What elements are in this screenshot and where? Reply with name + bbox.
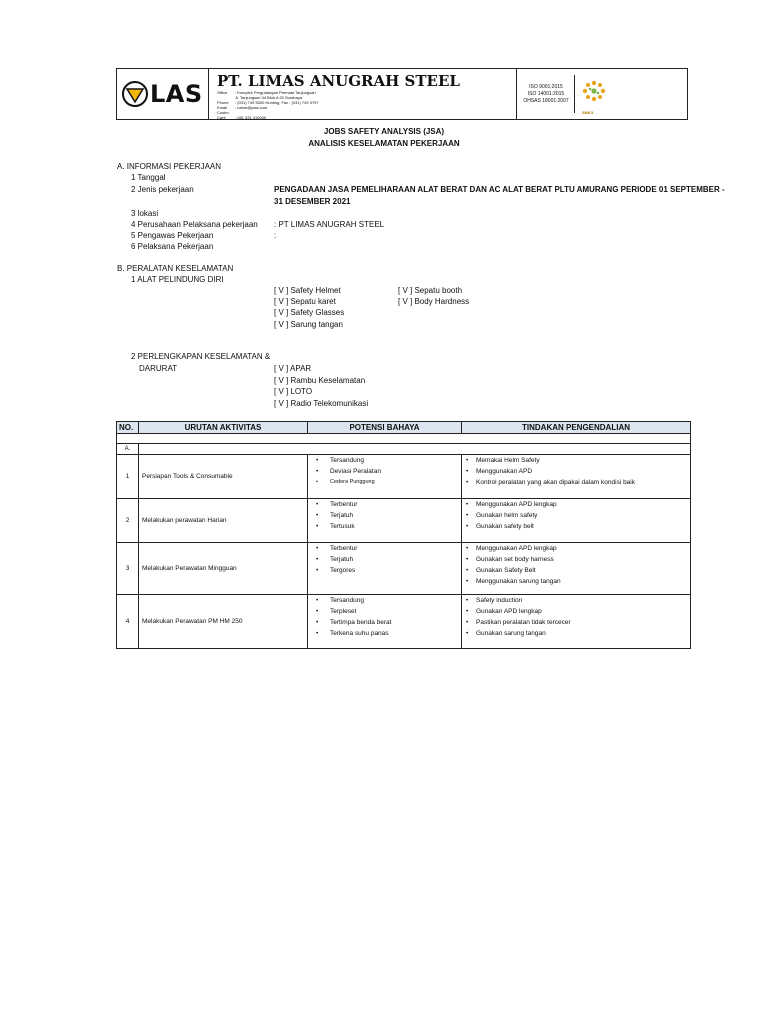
bahaya-item: • Terbentur [308, 543, 461, 554]
section-a-heading: A. INFORMASI PEKERJAAN [117, 162, 222, 171]
apd-item: [ V ] Body Hardness [398, 297, 470, 306]
row-no: 2 [117, 499, 139, 543]
pengendalian-item: • Gunakan set body harness [462, 554, 690, 565]
darurat-item: [ V ] LOTO [274, 387, 313, 396]
pengendalian-item: • Gunakan APD lengkap [462, 606, 690, 617]
bahaya-item: • Tersandung [308, 455, 461, 466]
pengendalian-item: • Menggunakan APD [462, 466, 690, 477]
header-bahaya: POTENSI BAHAYA [308, 422, 462, 434]
bahaya-item: • Tertimpa benda berat [308, 617, 461, 628]
pengendalian-item: • Memakai Helm Safety [462, 455, 690, 466]
field-lokasi-label: 3 lokasi [131, 209, 159, 218]
bahaya-item: • Terkena suhu panas [308, 628, 461, 639]
bahaya-item: • Terjatuh [308, 554, 461, 565]
bahaya-item: • Terpleset [308, 606, 461, 617]
pengendalian-item: • Menggunakan APD lengkap [462, 543, 690, 554]
company-logo [117, 69, 209, 119]
row-aktivitas: Melakukan Perawatan Mingguan [139, 543, 308, 595]
table-row [117, 543, 691, 595]
address-line: Jl. Tanjungsari 44 Blok A 20 Surabaya [235, 95, 303, 100]
darurat-label-cont: DARURAT [139, 364, 178, 373]
doc-title: JOBS SAFETY ANALYSIS (JSA) [323, 127, 445, 136]
row-pengendalian [462, 499, 691, 543]
apd-item: [ V ] Sepatu karet [274, 297, 336, 306]
address-line: Phone : (031) 749 5300 Hunting, Fax : (031) 749 3797 [217, 100, 319, 105]
field-pelaksana-label: 6 Pelaksana Pekerjaan [131, 242, 214, 251]
jsa-table [116, 421, 691, 649]
table-spacer-row [117, 434, 691, 444]
cert-iso-14001: ISO 14001:2015 [527, 91, 565, 97]
pengendalian-item: • Gunakan safety belt [462, 521, 690, 532]
darurat-label: 2 PERLENGKAPAN KESELAMATAN & [131, 352, 271, 361]
row-pengendalian [462, 455, 691, 499]
row-no: 3 [117, 543, 139, 595]
field-jenis-value-cont: 31 DESEMBER 2021 [274, 197, 351, 206]
bahaya-item: • Terjatuh [308, 510, 461, 521]
apd-item: [ V ] Sepatu booth [398, 286, 463, 295]
pengendalian-item: • Menggunakan APD lengkap [462, 499, 690, 510]
letterhead [116, 68, 688, 120]
certifications [517, 69, 687, 119]
cert-iso-9001: ISO 9001:2015 [529, 84, 563, 90]
pengendalian-item: • Kontrol peralatan yang akan dipakai dalam kondisi baik [462, 477, 690, 488]
field-pengawas-value: : [274, 231, 277, 240]
row-bahaya [308, 595, 462, 649]
smk3-badge-icon [579, 77, 609, 109]
bahaya-item: • Cedera Punggung [308, 477, 461, 488]
row-bahaya [308, 499, 462, 543]
table-row [117, 595, 691, 649]
bahaya-item: • Deviasi Peralatan [308, 466, 461, 477]
table-section-row [117, 444, 691, 455]
apd-item: [ V ] Safety Helmet [274, 286, 341, 295]
table-row [117, 455, 691, 499]
row-no: 1 [117, 455, 139, 499]
pengendalian-item: • Gunakan helm safety [462, 510, 690, 521]
header-aktivitas: URUTAN AKTIVITAS [139, 422, 308, 434]
pengendalian-item: • Gunakan sarung tangan [462, 628, 690, 639]
field-jenis-label: 2 Jenis pekerjaan [131, 185, 194, 194]
darurat-item: [ V ] Radio Telekomunikasi [274, 399, 369, 408]
company-name: PT. LIMAS ANUGRAH STEEL [217, 72, 460, 90]
table-row [117, 499, 691, 543]
darurat-item: [ V ] Rambu Keselamatan [274, 376, 366, 385]
company-address [217, 90, 319, 120]
pengendalian-item: • Menggunakan sarung tangan [462, 576, 690, 587]
logo-text: LAS [150, 80, 203, 108]
address-line: Custm. Care : 081 331 410000 [217, 110, 267, 120]
cert-divider [574, 75, 575, 113]
row-bahaya [308, 455, 462, 499]
pengendalian-item: • Safety induction [462, 595, 690, 606]
table-header-row [117, 422, 691, 434]
address-line: Office : Komplek Pergudangan Permata Tanjungsari [217, 90, 316, 95]
bahaya-item: • Tertusuk [308, 521, 461, 532]
apd-item: [ V ] Safety Glasses [274, 308, 345, 317]
header-no: NO. [117, 422, 139, 434]
row-pengendalian [462, 543, 691, 595]
company-info [209, 69, 517, 119]
row-pengendalian [462, 595, 691, 649]
row-aktivitas: Melakukan Perawatan PM HM 250 [139, 595, 308, 649]
section-label: A. [117, 444, 139, 455]
row-aktivitas: Persiapan Tools & Consumable [139, 455, 308, 499]
bahaya-item: • Tergores [308, 565, 461, 576]
address-line: Email : name@plas.com [217, 105, 268, 110]
bahaya-item: • Tersandung [308, 595, 461, 606]
header-pengendalian: TINDAKAN PENGENDALIAN [462, 422, 691, 434]
field-perusahaan-label: 4 Perusahaan Pelaksana pekerjaan [131, 220, 258, 229]
doc-subtitle: ANALISIS KESELAMATAN PEKERJAAN [308, 139, 460, 148]
row-bahaya [308, 543, 462, 595]
smk3-label: SMK3 [582, 110, 594, 115]
logo-emblem-icon [121, 81, 149, 107]
row-aktivitas: Melakukan perawatan Harian [139, 499, 308, 543]
field-jenis-value: PENGADAAN JASA PEMELIHARAAN ALAT BERAT DAN AC ALAT BERAT PLTU AMURANG PERIODE 01 SEPTEMBER - [274, 185, 725, 194]
cert-ohsas: OHSAS 18001:2007 [523, 98, 569, 104]
section-b-heading: B. PERALATAN KESELAMATAN [117, 264, 234, 273]
field-perusahaan-value: : PT LIMAS ANUGRAH STEEL [274, 220, 385, 229]
field-pengawas-label: 5 Pengawas Pekerjaan [131, 231, 214, 240]
darurat-item: [ V ] APAR [274, 364, 312, 373]
row-no: 4 [117, 595, 139, 649]
field-tanggal-label: 1 Tanggal [131, 173, 166, 182]
pengendalian-item: • Pastikan peralatan tidak tercecer [462, 617, 690, 628]
apd-item: [ V ] Sarung tangan [274, 320, 343, 329]
bahaya-item: • Terbentur [308, 499, 461, 510]
pengendalian-item: • Gunakan Safety Belt [462, 565, 690, 576]
apd-label: 1 ALAT PELINDUNG DIRI [131, 275, 224, 284]
